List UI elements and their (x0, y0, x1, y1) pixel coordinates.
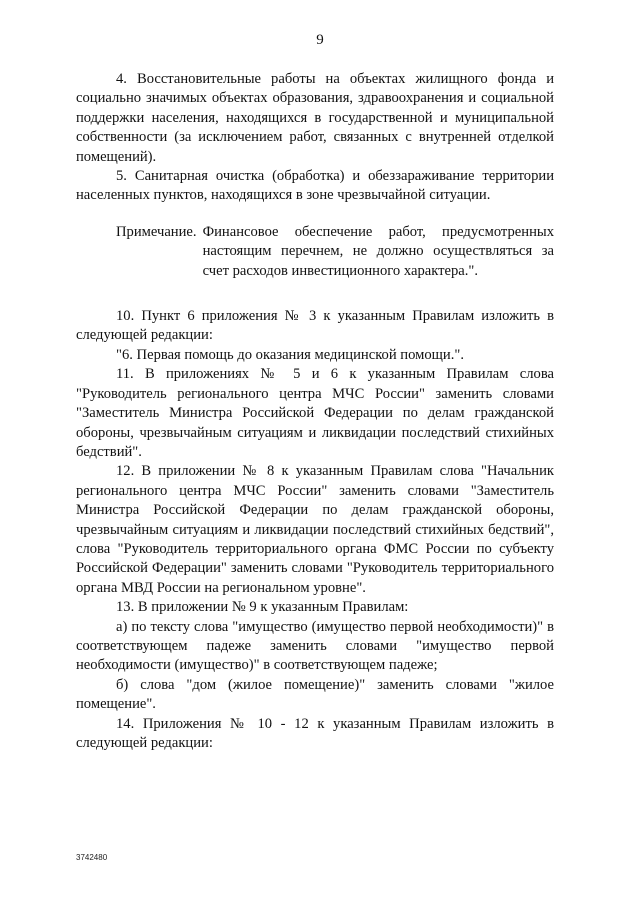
page-number: 9 (316, 32, 324, 48)
note-text: Финансовое обеспечение работ, предусмотренных настоящим перечнем, не должно осуществляться за счет расходов инвестиционного характера.". (202, 223, 554, 279)
paragraph-13-b: б) слова "дом (жилое помещение)" заменить словами "жилое помещение". (76, 676, 554, 713)
paragraph-10-quote: "6. Первая помощь до оказания медицинской помощи.". (116, 346, 464, 363)
document-id: 3742480 (76, 853, 108, 862)
paragraph-item-4: 4. Восстановительные работы на объектах жилищного фонда и социально значимых объектах образования, здравоохранения и социальной поддержки населения, находящихся в государственной и муниципальной собственности (за исключением работ, связанных с внутренней отделкой помещений). (76, 71, 554, 165)
section-gap (76, 281, 554, 307)
paragraph-14: 14. Приложения № 10 - 12 к указанным Правилам изложить в следующей редакции: (76, 715, 554, 751)
note-label: Примечание. (116, 223, 197, 240)
paragraph-13-a: а) по тексту слова "имущество (имущество первой необходимости)" в соответствующем падеже заменить словами "имущество первой необходимости (имущество)" в соответствующем падеже; (76, 618, 554, 674)
document-body (76, 70, 554, 753)
paragraph-11: 11. В приложениях № 5 и 6 к указанным Правилам слова "Руководитель регионального центра МЧС России" заменить словами "Заместитель Министра Российской Федерации по делам гражданской обороны, чрезвычайным ситуациям и ликвидации последствий стихийных бедствий". (76, 366, 554, 460)
paragraph-item-5: 5. Санитарная очистка (обработка) и обеззараживание территории населенных пунктов, находящихся в зоне чрезвычайной ситуации. (76, 168, 554, 204)
paragraph-13: 13. В приложении № 9 к указанным Правилам: (116, 599, 409, 616)
paragraph-12: 12. В приложении № 8 к указанным Правилам слова "Начальник регионального центра МЧС России" заменить словами "Заместитель Министра Российской Федерации по делам гражданской обороны, чрезвычайным ситуациям и ликвидации последствий стихийных бедствий", слова "Руководитель территориального органа ФМС России по субъекту Российской Федерации" заменить словами "Руководитель территориального органа МВД России на региональном уровне". (76, 463, 554, 596)
paragraph-10: 10. Пункт 6 приложения № 3 к указанным Правилам изложить в следующей редакции: (76, 308, 554, 344)
note-block (76, 223, 554, 281)
